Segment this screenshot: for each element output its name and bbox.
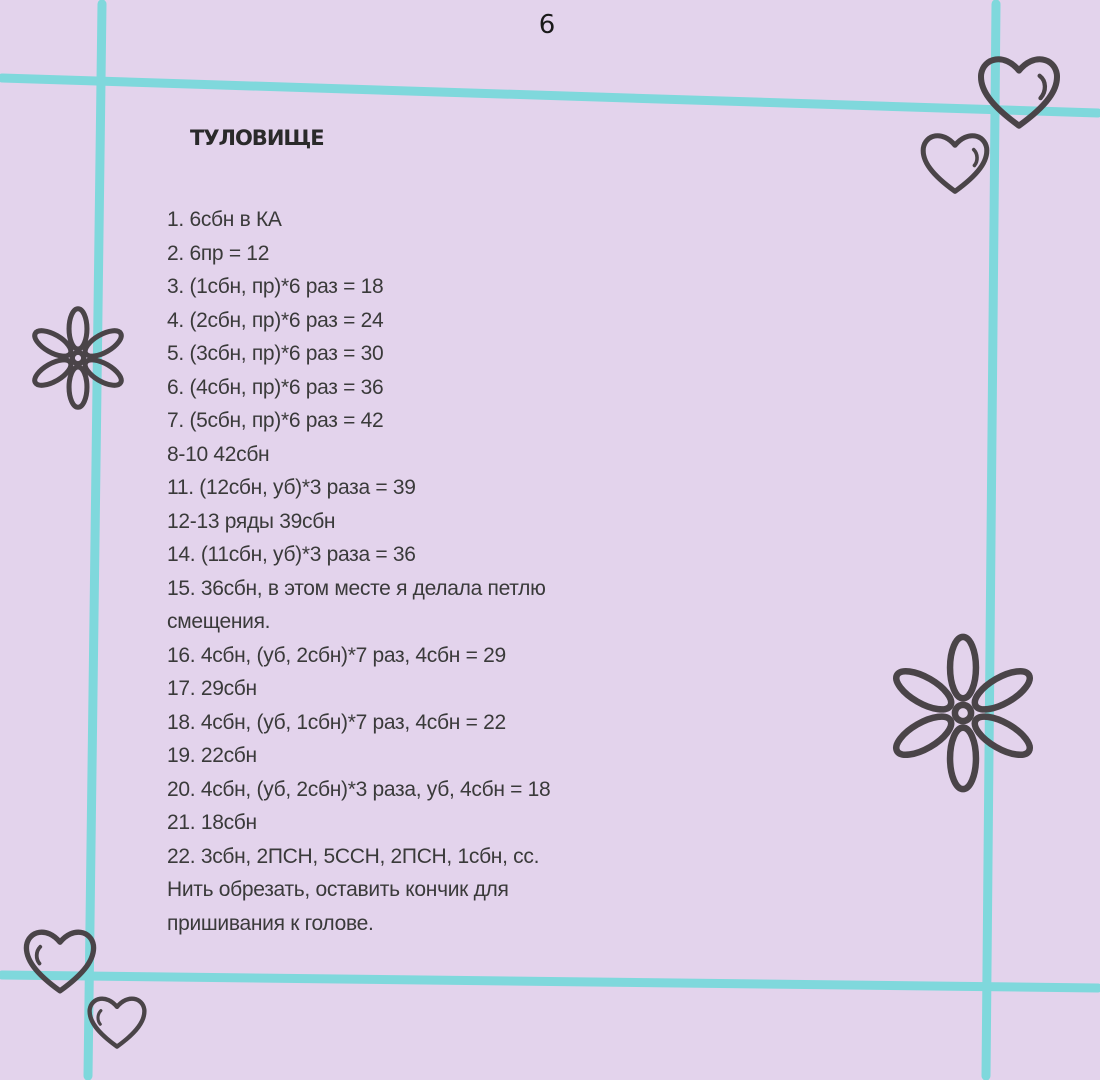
list-item: 11. (12сбн, уб)*3 раза = 39 [167, 476, 416, 499]
list-item: пришивания к голове. [167, 911, 374, 935]
list-item: 5. (3сбн, пр)*6 раз = 30 [167, 342, 384, 365]
list-item: 8-10 42сбн [167, 442, 270, 466]
heart-icon [20, 924, 100, 1000]
list-item: 17. 29сбн [167, 677, 257, 700]
list-item: 7. (5сбн, пр)*6 раз = 42 [167, 409, 384, 432]
flower-icon [22, 302, 134, 414]
heart-icon [84, 992, 150, 1054]
list-item: 22. 3сбн, 2ПСН, 5ССН, 2ПСН, 1сбн, сс. [167, 844, 540, 868]
list-item: смещения. [167, 610, 271, 633]
list-item: 6. (4сбн, пр)*6 раз = 36 [167, 375, 384, 399]
list-item: 12-13 ряды 39сбн [167, 509, 336, 533]
list-item: 18. 4сбн, (уб, 1сбн)*7 раз, 4сбн = 22 [167, 710, 506, 734]
list-item: 15. 36сбн, в этом месте я делала петлю [167, 576, 546, 600]
list-item: 19. 22сбн [167, 744, 257, 767]
section-title: ТУЛОВИЩЕ [190, 126, 324, 150]
list-item: 14. (11сбн, уб)*3 раза = 36 [167, 543, 416, 566]
page-number: 6 [538, 10, 556, 40]
list-item: 21. 18сбн [167, 811, 257, 834]
list-item: 2. 6пр = 12 [167, 241, 270, 265]
heart-icon [916, 128, 994, 200]
list-item: 4. (2сбн, пр)*6 раз = 24 [167, 308, 384, 332]
list-item: Нить обрезать, оставить кончик для [167, 878, 509, 901]
flower-icon [882, 630, 1044, 796]
list-item: 16. 4сбн, (уб, 2сбн)*7 раз, 4сбн = 29 [167, 643, 506, 667]
pattern-steps-list [167, 203, 550, 940]
list-item: 1. 6сбн в КА [167, 208, 282, 231]
list-item: 20. 4сбн, (уб, 2сбн)*3 раза, уб, 4сбн = 18 [167, 777, 551, 801]
list-item: 3. (1сбн, пр)*6 раз = 18 [167, 275, 384, 298]
heart-icon [974, 50, 1064, 136]
